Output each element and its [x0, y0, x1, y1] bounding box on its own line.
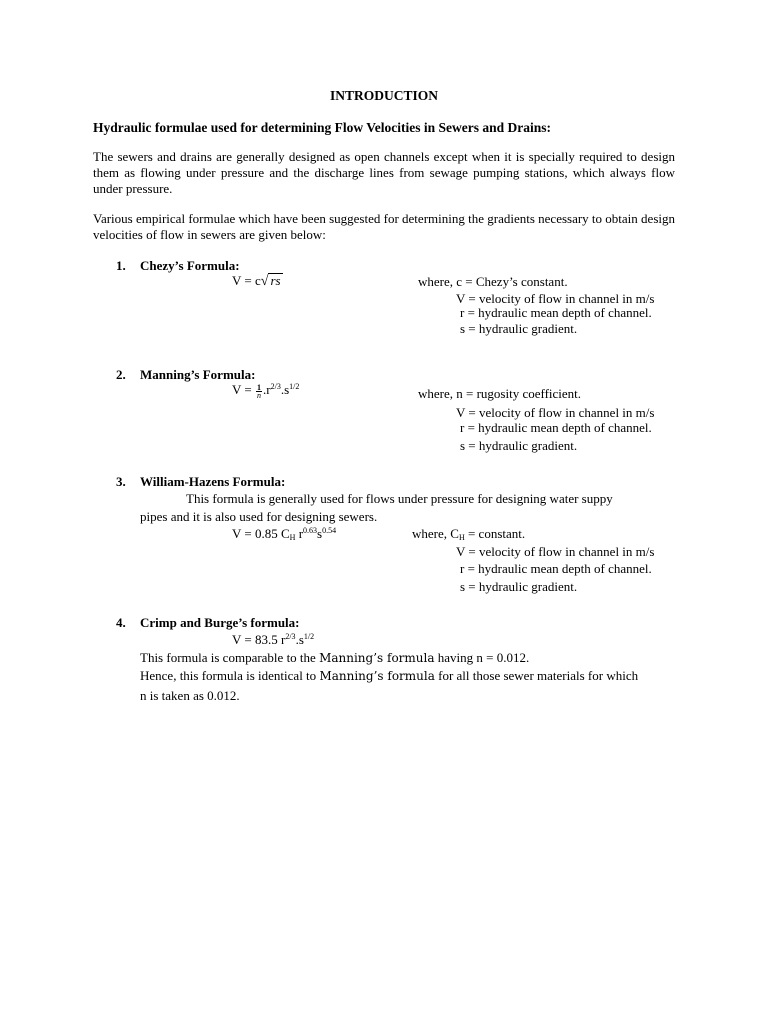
manning-title: Manning’s Formula:: [140, 367, 256, 382]
hazens-formula-prefix: V = 0.85 C: [232, 526, 290, 541]
chezy-radicand: rs: [270, 273, 281, 288]
crimp-r-exponent: 2/3: [285, 632, 296, 641]
manning-formula: [232, 382, 299, 399]
intro-paragraph: The sewers and drains are generally designed as open channels except when it is specially required to design them as flowing under pressure and the discharge lines from sewage pumping stations, which always flow under pressure.: [93, 149, 675, 196]
manning-s: .s: [280, 382, 290, 397]
hazens-desc-2: pipes and it is also used for designing sewers.: [140, 509, 378, 524]
sqrt-symbol: √ rs: [260, 273, 281, 289]
fraction-numerator: 1: [257, 382, 261, 392]
crimp-line-2a: Hence, this formula is identical to: [140, 668, 320, 683]
hazens-def-s: s = hydraulic gradient.: [460, 579, 578, 594]
gradients-paragraph: Various empirical formulae which have been suggested for determining the gradients necessary to obtain design velocities of flow in sewers are given below:: [93, 211, 675, 242]
hazens-title: William-Hazens Formula:: [140, 474, 286, 489]
chezy-formula: [232, 273, 283, 290]
crimp-formula-prefix: V = 83.5 r: [232, 632, 286, 647]
crimp-line-2b: Manning’s formula: [319, 669, 435, 683]
manning-r-exponent: 2/3: [270, 382, 281, 391]
section-heading: Hydraulic formulae used for determining Flow Velocities in Sewers and Drains:: [93, 120, 551, 135]
hazens-number: 3.: [116, 474, 126, 489]
manning-r: .r: [263, 382, 271, 397]
chezy-def-v: V = velocity of flow in channel in m/s: [456, 291, 655, 306]
hazens-def-v: V = velocity of flow in channel in m/s: [456, 544, 655, 559]
chezy-title: Chezy’s Formula:: [140, 258, 240, 273]
manning-def-s: s = hydraulic gradient.: [460, 438, 578, 453]
hazens-desc-1: This formula is generally used for flows under pressure for designing water suppy: [186, 491, 613, 506]
hazens-where-subscript: H: [458, 533, 465, 542]
chezy-def-s: s = hydraulic gradient.: [460, 321, 578, 336]
hazens-s: s: [317, 526, 323, 541]
crimp-line-1c: having n = 0.012.: [434, 650, 530, 665]
crimp-title: Crimp and Burge’s formula:: [140, 615, 300, 630]
crimp-line-1a: This formula is comparable to the: [140, 650, 320, 665]
page-title: INTRODUCTION: [329, 88, 438, 103]
hazens-def-r: r = hydraulic mean depth of channel.: [460, 561, 652, 576]
fraction-denominator: n: [257, 390, 261, 400]
manning-fraction: [256, 384, 262, 399]
crimp-line-2c: for all those sewer materials for which: [434, 668, 639, 683]
hazens-where-prefix: where, C: [412, 526, 459, 541]
chezy-where: where, c = Chezy’s constant.: [418, 274, 568, 289]
manning-formula-prefix: V =: [232, 382, 252, 397]
crimp-line-2: [140, 668, 638, 684]
manning-def-v: V = velocity of flow in channel in m/s: [456, 405, 655, 420]
chezy-number: 1.: [116, 258, 126, 273]
hazens-formula: [232, 526, 336, 542]
crimp-line-1: [140, 650, 529, 666]
hazens-where-suffix: = constant.: [464, 526, 526, 541]
hazens-c-subscript: H: [289, 533, 296, 542]
manning-def-r: r = hydraulic mean depth of channel.: [460, 420, 652, 435]
crimp-line-3: n is taken as 0.012.: [140, 688, 240, 703]
crimp-line-1b: Manning’s formula: [319, 651, 435, 665]
crimp-s-exponent: 1/2: [303, 632, 315, 641]
hazens-r: r: [295, 526, 304, 541]
hazens-where: [412, 526, 525, 542]
manning-where: where, n = rugosity coefficient.: [418, 386, 582, 401]
chezy-def-r: r = hydraulic mean depth of channel.: [460, 305, 652, 320]
crimp-s: .s: [295, 632, 304, 647]
manning-s-exponent: 1/2: [289, 382, 300, 391]
crimp-formula: [232, 632, 314, 648]
crimp-number: 4.: [116, 615, 126, 630]
chezy-formula-prefix: V = c: [232, 273, 261, 288]
manning-number: 2.: [116, 367, 126, 382]
hazens-s-exponent: 0.54: [322, 526, 337, 535]
hazens-r-exponent: 0.63: [303, 526, 318, 535]
